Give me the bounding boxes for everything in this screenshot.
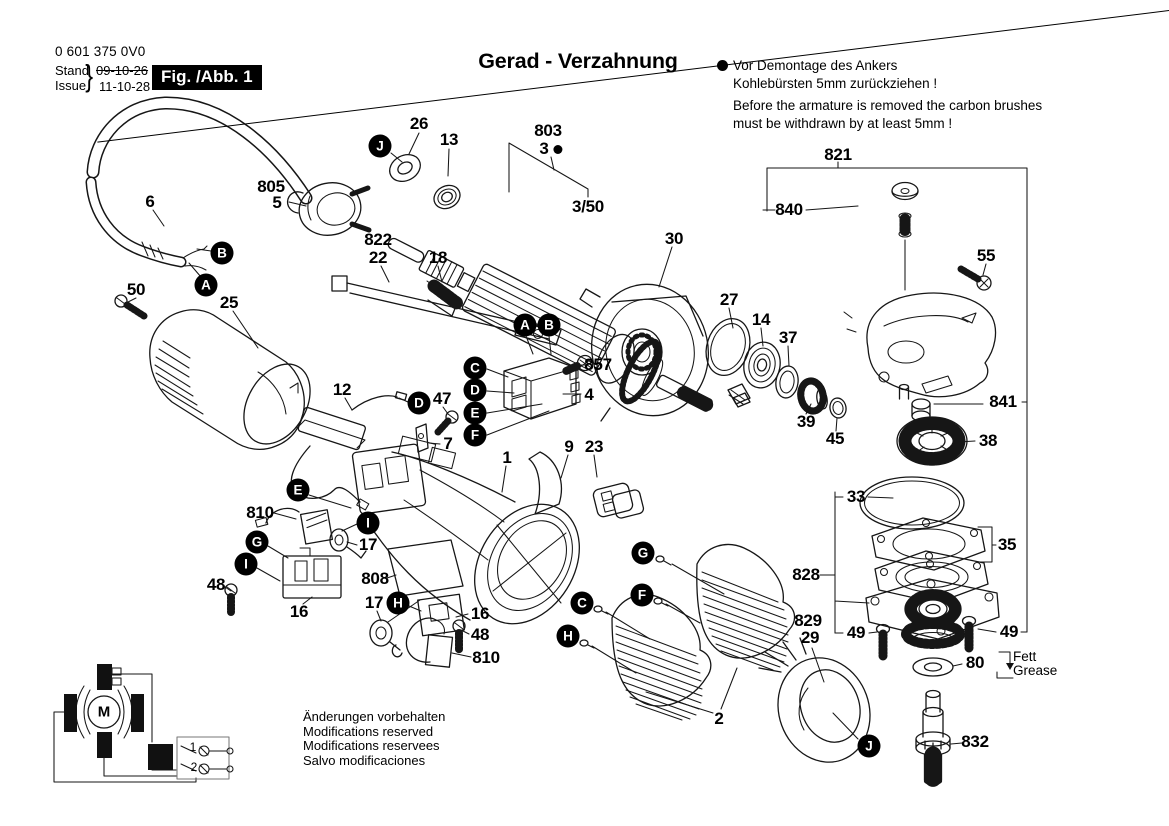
part-label: 17 — [364, 593, 384, 612]
part-label: 829 — [794, 611, 822, 630]
part-label: 39 — [796, 412, 816, 431]
stand-issue-labels — [55, 63, 89, 93]
leader-lines — [128, 133, 1027, 744]
part-label: 23 — [584, 437, 604, 456]
part-label: 45 — [825, 429, 845, 448]
footer-line: Änderungen vorbehalten — [303, 709, 446, 724]
part-label: 3/50 — [572, 197, 604, 216]
capacitor-12-drawing — [291, 392, 406, 510]
key-drawing — [728, 384, 750, 407]
footer-line: Salvo modificaciones — [303, 752, 426, 768]
part-label: 22 — [368, 248, 388, 267]
part-label: 9 — [564, 437, 574, 456]
modifications-footer — [303, 710, 445, 768]
part-label: 38 — [978, 431, 998, 450]
power-cord-drawing — [91, 103, 306, 270]
screw-50-drawing — [115, 295, 144, 316]
part-label: 29 — [800, 628, 820, 647]
part-label: 805 — [257, 177, 285, 196]
part-label: 821 — [824, 145, 852, 164]
callout-letter: G — [632, 542, 655, 565]
bearing-14-drawing — [740, 339, 783, 391]
part-label: 840 — [775, 200, 803, 219]
callout-letter: C — [571, 592, 594, 615]
part-label: 48 — [206, 575, 226, 594]
part-label: 16 — [289, 602, 309, 621]
callout-letter: I — [235, 553, 258, 576]
part-label: 80 — [965, 653, 985, 672]
callout-letter: G — [246, 531, 269, 554]
part-label: 6 — [145, 192, 155, 211]
wiring-schematic-drawing — [54, 664, 233, 782]
part-label: 30 — [664, 229, 684, 248]
part-label: 12 — [332, 380, 352, 399]
callout-letter: E — [464, 402, 487, 425]
callout-letter: B — [211, 242, 234, 265]
callout-letter: H — [387, 592, 410, 615]
bearing-13-drawing — [430, 181, 464, 213]
terminal-2-label: 2 — [190, 760, 198, 774]
part-label: 35 — [997, 535, 1017, 554]
part-label: 857 — [584, 355, 612, 374]
brace-glyph: } — [85, 58, 94, 93]
part-label: 27 — [719, 290, 739, 309]
terminal-1-label: 1 — [189, 740, 197, 754]
part-label: 828 — [792, 565, 820, 584]
grease-note-en: Grease — [1013, 663, 1058, 678]
part-label: 841 — [989, 392, 1017, 411]
note-de-line2: Kohlebürsten 5mm zurückziehen ! — [733, 76, 938, 91]
grease-note — [1013, 650, 1057, 678]
gear-housing-drawing — [844, 293, 996, 397]
pinion-39-drawing — [795, 376, 829, 416]
part-label: 55 — [976, 246, 996, 265]
part-label: 4 — [584, 385, 594, 404]
slider-lever-22-drawing — [332, 276, 561, 345]
part-label: 13 — [439, 130, 459, 149]
nut-45-drawing — [828, 397, 847, 419]
part-label: 49 — [999, 622, 1019, 641]
part-label: 2 — [714, 709, 724, 728]
bell-cover-829-drawing — [759, 638, 884, 775]
issue-label: Issue — [55, 78, 87, 93]
part-label: 810 — [472, 648, 500, 667]
callout-letter: A — [514, 314, 537, 337]
screw-857-drawing — [566, 356, 593, 372]
callout-letter: C — [464, 357, 487, 380]
callout-letter: H — [557, 625, 580, 648]
lock-button-840-drawing — [892, 183, 918, 291]
footer-line: Modifications reserved — [303, 723, 434, 739]
washer-37-drawing — [774, 365, 800, 400]
screw-55-drawing — [961, 269, 991, 290]
part-label: 822 — [364, 230, 392, 249]
brush-left-drawing — [225, 508, 366, 612]
callout-letter: D — [408, 392, 431, 415]
callout-letter: I — [357, 512, 380, 535]
washer-80-drawing — [913, 658, 953, 676]
callout-letter: F — [631, 584, 654, 607]
part-label: 37 — [778, 328, 798, 347]
document-part-number: 0 601 375 0V0 — [55, 44, 146, 59]
part-label: 17 — [358, 535, 378, 554]
callout-letter: J — [369, 135, 392, 158]
motor-symbol-label: M — [97, 703, 111, 721]
note-de-line1: Vor Demontage des Ankers — [733, 58, 898, 73]
motor-cover-25-drawing — [150, 310, 324, 456]
grease-note-de: Fett — [1013, 649, 1037, 664]
part-label: 25 — [219, 293, 239, 312]
stud-and-bushing-841-drawing — [900, 385, 931, 422]
part-label: 48 — [470, 625, 490, 644]
superseded-date: 09-10-26 — [96, 63, 1169, 78]
part-label: 808 — [361, 569, 389, 588]
part-label: 5 — [272, 193, 282, 212]
spindle-832-drawing — [916, 691, 950, 785]
part-label: 49 — [846, 623, 866, 642]
part-label: 3 — [539, 139, 562, 159]
switch-button-23-drawing — [592, 482, 644, 519]
part-label: 1 — [502, 448, 512, 467]
callout-letter: D — [464, 379, 487, 402]
callout-letter: J — [858, 735, 881, 758]
footer-line: Modifications reservees — [303, 738, 440, 753]
callout-letter: A — [195, 274, 218, 297]
stator-screws-drawing — [580, 556, 671, 648]
issue-date: 11-10-28 — [99, 79, 151, 94]
bearing-26-drawing — [385, 149, 425, 186]
part-label: 47 — [432, 389, 452, 408]
part-label: 803 — [534, 121, 562, 140]
cover-plate-808-drawing — [388, 540, 463, 596]
callout-letter: E — [287, 479, 310, 502]
page-title: Gerad - Verzahnung — [478, 49, 678, 73]
brush-right-drawing — [370, 594, 465, 667]
stand-label: Stand — [55, 63, 89, 78]
spring-18-drawing — [427, 281, 458, 304]
part-label: 50 — [126, 280, 146, 299]
part-label: 7 — [443, 434, 453, 453]
note-en-line2: must be withdrawn by at least 5mm ! — [733, 116, 953, 131]
note-bullet-icon — [717, 60, 728, 71]
part-label: 16 — [470, 604, 490, 623]
part-label: 33 — [846, 487, 866, 506]
figure-label-badge: Fig. /Abb. 1 — [152, 65, 262, 90]
part-label: 832 — [961, 732, 989, 751]
callout-letter: B — [538, 314, 561, 337]
note-en-line1: Before the armature is removed the carbon brushes — [733, 98, 1043, 113]
motor-housing-1-drawing — [352, 436, 604, 643]
callout-letter: F — [464, 424, 487, 447]
part-label: 26 — [409, 114, 429, 133]
part-label: 14 — [751, 310, 771, 329]
screw-47-drawing — [416, 411, 458, 452]
part-label: 18 — [428, 248, 448, 267]
bevel-gear-38-drawing — [897, 417, 967, 465]
part-label: 810 — [246, 503, 274, 522]
